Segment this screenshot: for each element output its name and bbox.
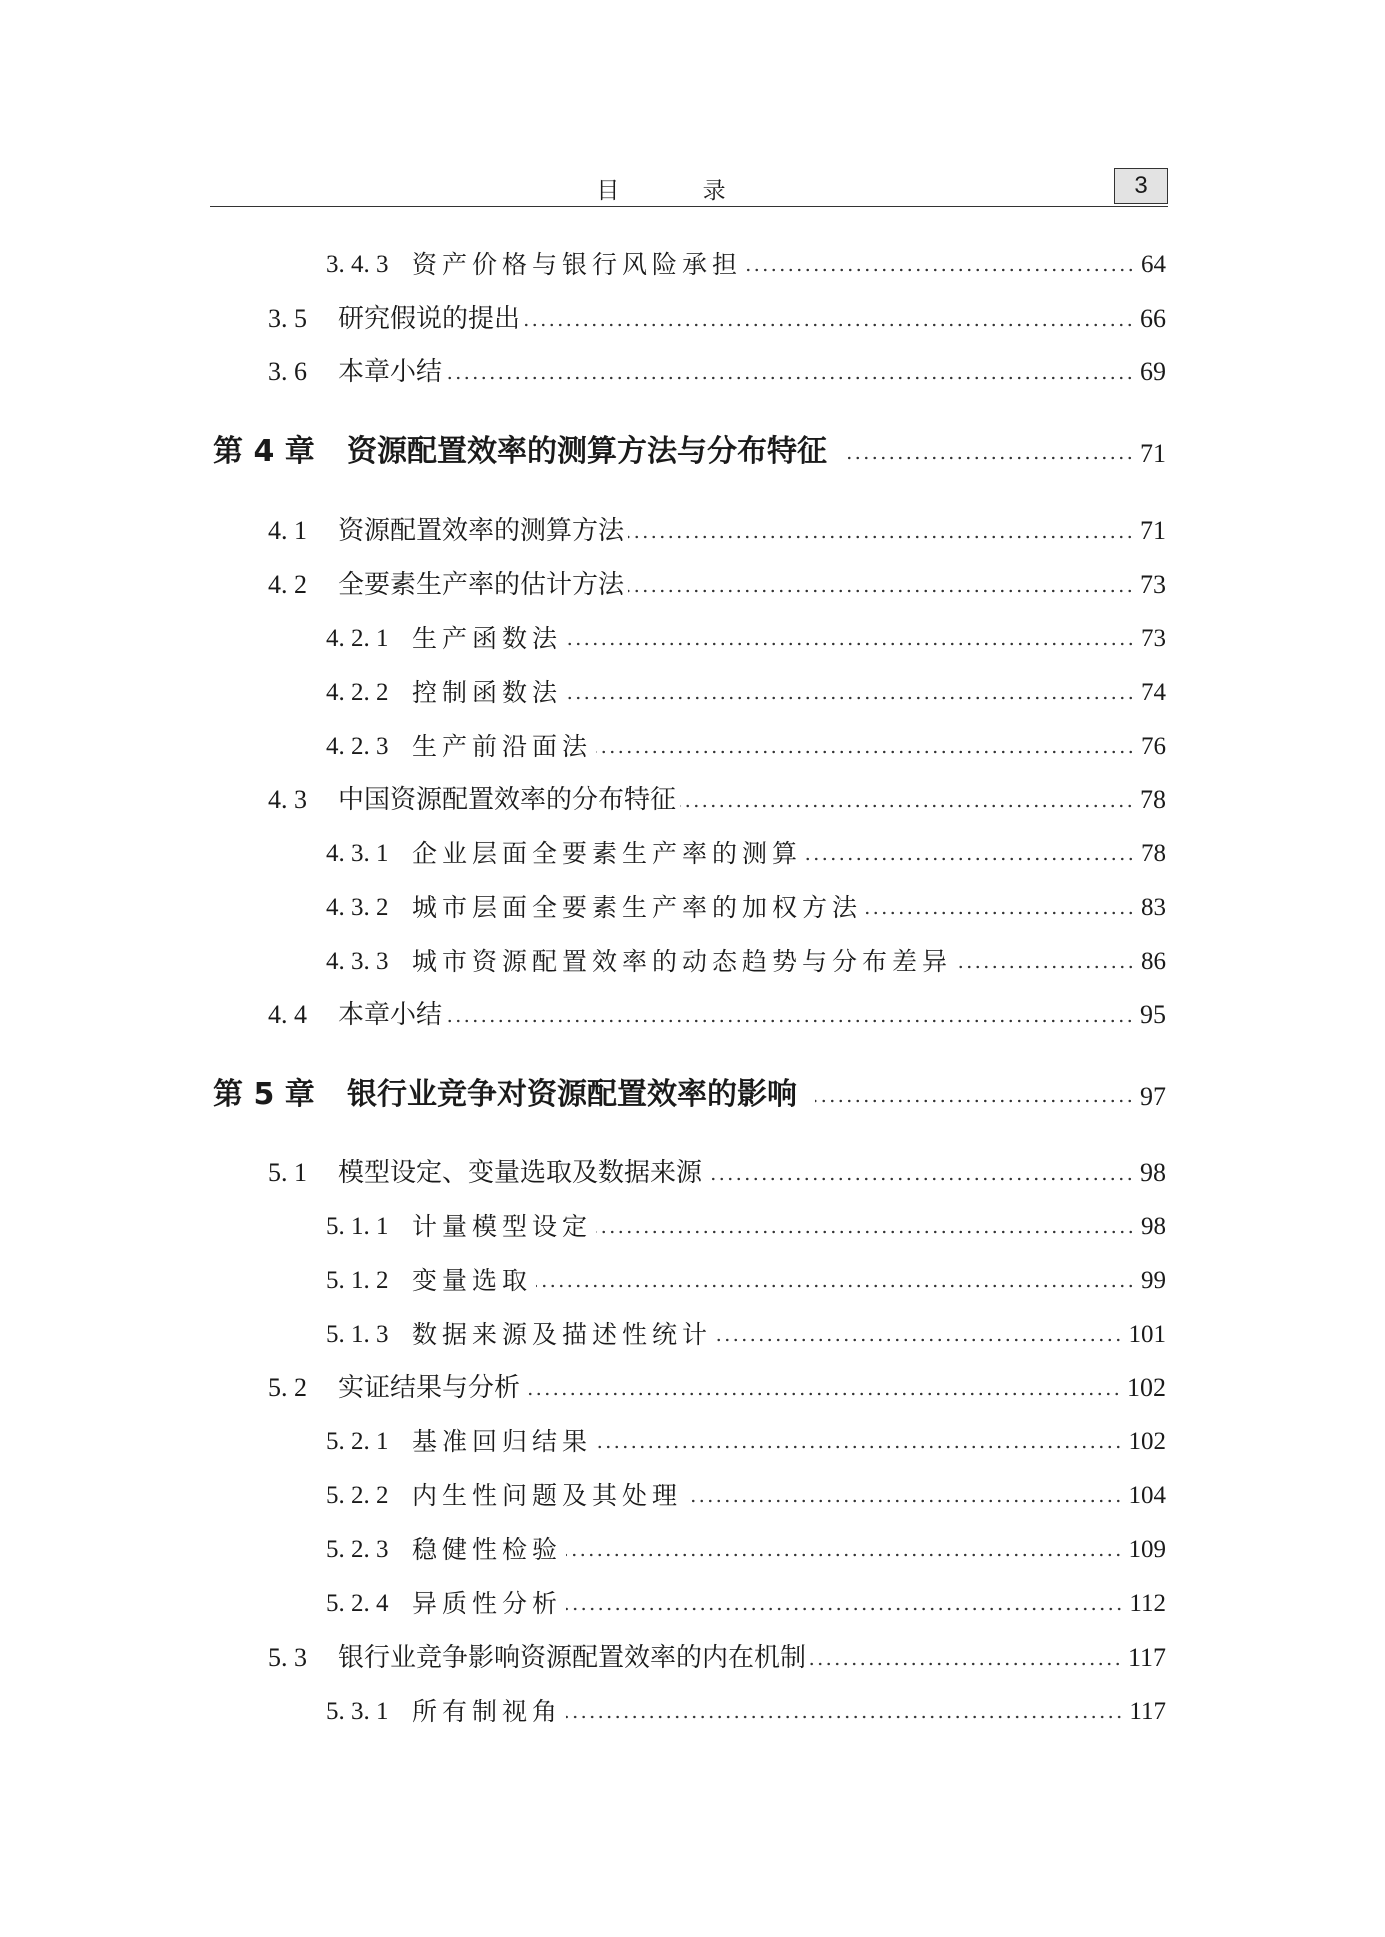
- page-ref: 97: [1140, 1082, 1166, 1111]
- section-number: 4. 3. 2: [326, 894, 389, 921]
- section-title: 本章小结: [338, 357, 443, 387]
- toc-entry-3-5[interactable]: [268, 306, 1166, 332]
- section-number: 4. 2: [268, 570, 307, 599]
- page-ref: 117: [1129, 1698, 1166, 1725]
- section-number: 3. 4. 3: [326, 251, 389, 278]
- dot-leader: [628, 535, 1134, 539]
- dot-leader: [706, 1177, 1134, 1181]
- section-number: 5. 1: [268, 1158, 307, 1187]
- toc-entry-5-2[interactable]: [268, 1375, 1166, 1401]
- dot-leader: [596, 1230, 1135, 1234]
- page-ref: 73: [1141, 625, 1166, 652]
- section-number: 4. 1: [268, 516, 307, 545]
- section-number: 5. 2: [268, 1373, 307, 1402]
- section-number: 5. 3. 1: [326, 1698, 389, 1725]
- section-title: 控制函数法: [412, 678, 563, 707]
- page-ref: 66: [1140, 304, 1166, 333]
- page-ref: 78: [1140, 785, 1166, 814]
- section-number: 4. 3: [268, 785, 307, 814]
- section-number: 5. 1. 1: [326, 1213, 389, 1240]
- chapter-number: 第 4 章: [213, 434, 315, 469]
- section-number: 4. 2. 1: [326, 625, 389, 652]
- page-ref: 69: [1140, 357, 1166, 386]
- section-number: 4. 2. 2: [326, 679, 389, 706]
- toc-entry-5-2-1[interactable]: [326, 1429, 1166, 1454]
- dot-leader: [446, 376, 1134, 380]
- section-title: 异质性分析: [412, 1589, 563, 1618]
- toc-entry-5-1-3[interactable]: [326, 1322, 1166, 1347]
- chapter-title: 资源配置效率的测算方法与分布特征: [347, 434, 827, 469]
- section-number: 5. 1. 2: [326, 1267, 389, 1294]
- page-ref: 98: [1140, 1158, 1166, 1187]
- section-number: 5. 2. 4: [326, 1590, 389, 1617]
- section-title: 城市资源配置效率的动态趋势与分布差异: [412, 947, 953, 976]
- dot-leader: [524, 323, 1134, 327]
- toc-entry-4-3[interactable]: [268, 787, 1166, 813]
- toc-entry-3-6[interactable]: [268, 359, 1166, 385]
- toc-entry-5-2-4[interactable]: [326, 1591, 1166, 1616]
- dot-leader: [680, 804, 1134, 808]
- section-title: 研究假说的提出: [338, 304, 521, 334]
- page-ref: 64: [1141, 251, 1166, 278]
- section-title: 实证结果与分析: [338, 1373, 521, 1403]
- section-title: 生产函数法: [412, 624, 563, 653]
- toc-entry-4-1[interactable]: [268, 518, 1166, 544]
- dot-leader: [686, 1499, 1122, 1503]
- toc-entry-4-3-2[interactable]: [326, 895, 1166, 920]
- toc-entry-5-1[interactable]: [268, 1160, 1166, 1186]
- toc-entry-5-1-2[interactable]: [326, 1268, 1166, 1293]
- section-number: 3. 6: [268, 357, 307, 386]
- section-title: 稳健性检验: [412, 1535, 563, 1564]
- toc-entry-4-4[interactable]: [268, 1002, 1166, 1028]
- dot-leader: [866, 911, 1135, 915]
- page-ref: 102: [1128, 1428, 1166, 1455]
- page-ref: 95: [1140, 1000, 1166, 1029]
- section-number: 5. 2. 2: [326, 1482, 389, 1509]
- page-ref: 109: [1128, 1536, 1166, 1563]
- dot-leader: [628, 589, 1134, 593]
- dot-leader: [810, 1662, 1122, 1666]
- toc-entry-4-3-1[interactable]: [326, 841, 1166, 866]
- section-number: 4. 3. 1: [326, 840, 389, 867]
- page-ref: 117: [1127, 1643, 1166, 1672]
- section-title: 银行业竞争影响资源配置效率的内在机制: [338, 1643, 807, 1673]
- dot-leader: [536, 1284, 1135, 1288]
- section-title: 变量选取: [412, 1266, 533, 1295]
- dot-leader: [566, 1607, 1123, 1611]
- section-number: 4. 3. 3: [326, 948, 389, 975]
- section-title: 资产价格与银行风险承担: [412, 250, 743, 279]
- running-header: [210, 168, 1168, 207]
- section-number: 5. 1. 3: [326, 1321, 389, 1348]
- dot-leader: [566, 1715, 1123, 1719]
- section-title: 模型设定、变量选取及数据来源: [338, 1158, 703, 1188]
- page-ref: 83: [1141, 894, 1166, 921]
- page-ref: 71: [1140, 516, 1166, 545]
- section-title: 全要素生产率的估计方法: [338, 570, 625, 600]
- dot-leader: [596, 1445, 1122, 1449]
- toc-entry-5-2-3[interactable]: [326, 1537, 1166, 1562]
- toc-chapter-5[interactable]: [213, 1077, 1166, 1112]
- section-number: 5. 2. 1: [326, 1428, 389, 1455]
- dot-leader: [596, 750, 1135, 754]
- section-title: 所有制视角: [412, 1697, 563, 1726]
- dot-leader: [746, 268, 1135, 272]
- page-ref: 104: [1128, 1482, 1166, 1509]
- dot-leader: [566, 1553, 1122, 1557]
- toc-entry-5-1-1[interactable]: [326, 1214, 1166, 1239]
- section-number: 4. 4: [268, 1000, 307, 1029]
- toc-entry-5-3-1[interactable]: [326, 1699, 1166, 1724]
- page-ref: 98: [1141, 1213, 1166, 1240]
- dot-leader: [524, 1392, 1121, 1396]
- page-ref: 76: [1141, 733, 1166, 760]
- page-ref: 74: [1141, 679, 1166, 706]
- section-title: 中国资源配置效率的分布特征: [338, 785, 677, 815]
- section-title: 城市层面全要素生产率的加权方法: [412, 893, 863, 922]
- toc-entry-3-4-3[interactable]: [326, 252, 1166, 277]
- page-ref: 73: [1140, 570, 1166, 599]
- toc-entry-4-2[interactable]: [268, 572, 1166, 598]
- page-ref: 101: [1128, 1321, 1166, 1348]
- page-ref: 112: [1129, 1590, 1166, 1617]
- dot-leader: [956, 965, 1135, 969]
- section-title: 本章小结: [338, 1000, 443, 1030]
- toc-chapter-4[interactable]: [213, 434, 1166, 469]
- chapter-title: 银行业竞争对资源配置效率的影响: [347, 1077, 797, 1112]
- section-title: 资源配置效率的测算方法: [338, 516, 625, 546]
- dot-leader: [446, 1019, 1134, 1023]
- section-number: 5. 2. 3: [326, 1536, 389, 1563]
- section-title: 基准回归结果: [412, 1427, 593, 1456]
- toc-entry-4-3-3[interactable]: [326, 949, 1166, 974]
- dot-leader: [716, 1338, 1122, 1342]
- toc-entry-4-2-3[interactable]: [326, 734, 1166, 759]
- dot-leader: [806, 857, 1135, 861]
- page-ref: 78: [1141, 840, 1166, 867]
- section-number: 5. 3: [268, 1643, 307, 1672]
- section-title: 企业层面全要素生产率的测算: [412, 839, 803, 868]
- toc-entry-4-2-1[interactable]: [326, 626, 1166, 651]
- chapter-number: 第 5 章: [213, 1077, 315, 1112]
- page-ref: 71: [1140, 439, 1166, 468]
- toc-entry-5-3[interactable]: [268, 1645, 1166, 1671]
- toc-entry-5-2-2[interactable]: [326, 1483, 1166, 1508]
- section-title: 计量模型设定: [412, 1212, 593, 1241]
- dot-leader: [815, 1099, 1134, 1103]
- dot-leader: [566, 696, 1135, 700]
- section-number: 3. 5: [268, 304, 307, 333]
- dot-leader: [566, 642, 1135, 646]
- dot-leader: [845, 456, 1134, 460]
- toc-entry-4-2-2[interactable]: [326, 680, 1166, 705]
- page-ref: 86: [1141, 948, 1166, 975]
- section-title: 生产前沿面法: [412, 732, 593, 761]
- header-title: 目 录: [596, 178, 764, 204]
- section-number: 4. 2. 3: [326, 733, 389, 760]
- page-number: 3: [1114, 168, 1168, 204]
- page-ref: 102: [1127, 1373, 1166, 1402]
- section-title: 数据来源及描述性统计: [412, 1320, 713, 1349]
- page-ref: 99: [1141, 1267, 1166, 1294]
- section-title: 内生性问题及其处理: [412, 1481, 683, 1510]
